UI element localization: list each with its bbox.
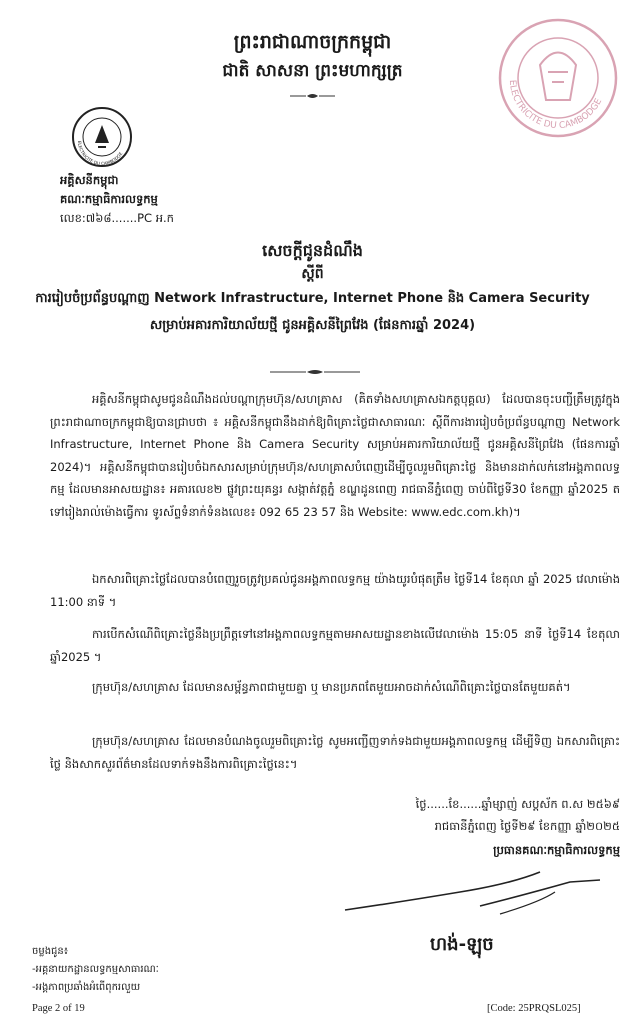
motto-header: ជាតិ សាសនា ព្រះមហាក្សត្រ: [222, 61, 403, 81]
title-ornament: [270, 368, 360, 376]
stamp-text: ELECTRICITE DU CAMBODGE: [506, 79, 605, 132]
body-paragraph-5: ក្រុមហ៊ុន/សហគ្រាស ដែលមានបំណងចូលរួមពិគ្រោះថ្លៃ សូមអញ្ជើញទាក់ទងជាមួយអង្គភាពលទ្ធកម្ម ដើម្បីទិញ ឯកសារពិគ្រោះថ្លៃ និងសាកសួរព័ត៌មានដែលទាក់ទងនឹងការពិគ្រោះថ្លៃនេះ។: [50, 734, 620, 771]
reference-number: លេខ:៧៦៨.......PC អ.ក: [60, 211, 174, 225]
signatory-name: ហង់-ឡុច: [430, 934, 494, 955]
kingdom-header: ព្រះរាជាណាចក្រកម្ពុជា: [233, 31, 392, 53]
solar-date: រាជធានីភ្នំពេញ ថ្ងៃទី២៩ ខែកញ្ញា ឆ្នាំ២០២៥: [434, 819, 620, 833]
logo-text: ELECTRICITE DU CAMBODGE: [75, 140, 125, 168]
notice-subject-label: ស្តីពី: [301, 266, 324, 282]
page-number: Page 2 of 19: [32, 1003, 85, 1014]
org-name: អគ្គិសនីកម្ពុជា: [60, 173, 119, 187]
cc-item: -អង្គភាពប្រឆាំងអំពើពុករលួយ: [32, 982, 141, 993]
cc-title: ចម្លងជូន៖: [32, 946, 69, 957]
document-code: [Code: 25PRQSL025]: [487, 1003, 581, 1014]
notice-title: សេចក្តីជូនដំណឹង: [262, 241, 363, 260]
edc-logo: [70, 105, 134, 169]
notice-subject-cont: សម្រាប់អគារការិយាល័យថ្មី ជូនអគ្គិសនីព្រៃវែង (ផែនការឆ្នាំ 2024): [149, 318, 476, 333]
lunar-date: ថ្ងៃ......ខែ......ឆ្នាំម្សាញ់ សប្តស័ក ព.ស ២៥៦៩: [415, 797, 620, 811]
ornament-divider: [290, 92, 335, 100]
notice-subject: ការរៀបចំប្រព័ន្ធបណ្តាញ Network Infrastructure, Internet Phone និង Camera Security: [35, 291, 590, 306]
signatory-role: ប្រធានគណៈកម្មាធិការលទ្ធកម្ម: [493, 843, 620, 857]
committee-name: គណៈកម្មាធិការលទ្ធកម្ម: [60, 192, 158, 206]
official-stamp: [490, 10, 625, 145]
body-paragraph-3: ការបើកសំណើពិគ្រោះថ្លៃនឹងប្រព្រឹត្តទៅនៅអង្គភាពលទ្ធកម្មតាមអាសយដ្ឋានខាងលើវេលាម៉ោង 15:05 នាទី ថ្ងៃទី14 ខែតុលា ឆ្នាំ2025 ។: [50, 627, 620, 664]
body-paragraph-1: អគ្គិសនីកម្ពុជាសូមជូនដំណឹងដល់បណ្តាក្រុមហ៊ុន/សហគ្រាស (គិតទាំងសហគ្រាសឯកត្តបុគ្គល) ដែលបានចុះបញ្ជីត្រឹមត្រូវក្នុងព្រះរាជាណាចក្រកម្ពុជាឱ្យបានជ្រាបថា ៖ អគ្គិសនីកម្ពុជានឹងដាក់ឱ្យពិគ្រោះថ្លៃជាសាធារណៈ ស្តីពីការងាររៀបចំប្រព័ន្ធបណ្តាញ Network Infrastructure, Internet Phone និង Camera Security សម្រាប់អគារការិយាល័យថ្មី ជូនអគ្គិសនីព្រៃវែង (ផែនការឆ្នាំ 2024)។ អគ្គិសនីកម្ពុជាបានរៀបចំឯកសារសម្រាប់ក្រុមហ៊ុន/សហគ្រាសបំពេញដើម្បីចូលរួមពិគ្រោះថ្លៃ និងមានដាក់លក់នៅអង្គភាពលទ្ធកម្ម ដែលមានអាសយដ្ឋាន៖ អគារលេខ២ ផ្លូវព្រះយុគន្ធរ សង្កាត់វត្តភ្នំ ខណ្ឌដូនពេញ រាជធានីភ្នំពេញ ចាប់ពីថ្ងៃទី30 ខែកញ្ញា ឆ្នាំ2025 តទៅរៀងរាល់ម៉ោងធ្វើការ ទូរស័ព្ទទំនាក់ទំនងលេខ៖ 092 65 23 57 និង Website: www.edc.com.kh)។: [50, 392, 620, 519]
svg-text:ELECTRICITE DU CAMBODGE: [76, 141, 124, 167]
body-paragraph-4: ក្រុមហ៊ុន/សហគ្រាស ដែលមានសម្ព័ន្ធភាពជាមួយគ្នា ឬ មានប្រភពតែមួយអាចដាក់សំណើពិគ្រោះថ្លៃបានតែមួយគត់។: [92, 680, 571, 694]
cc-item: -អគ្គនាយកដ្ឋានលទ្ធកម្មសាធារណៈ: [32, 964, 159, 975]
body-paragraph-2: ឯកសារពិគ្រោះថ្លៃដែលបានបំពេញរួចត្រូវប្រគល់ជូនអង្គភាពលទ្ធកម្ម យ៉ាងយូរបំផុតត្រឹម ថ្ងៃទី14 ខែតុលា ឆ្នាំ 2025 វេលាម៉ោង 11:00 នាទី ។: [50, 572, 620, 609]
handwritten-signature: [340, 862, 610, 922]
